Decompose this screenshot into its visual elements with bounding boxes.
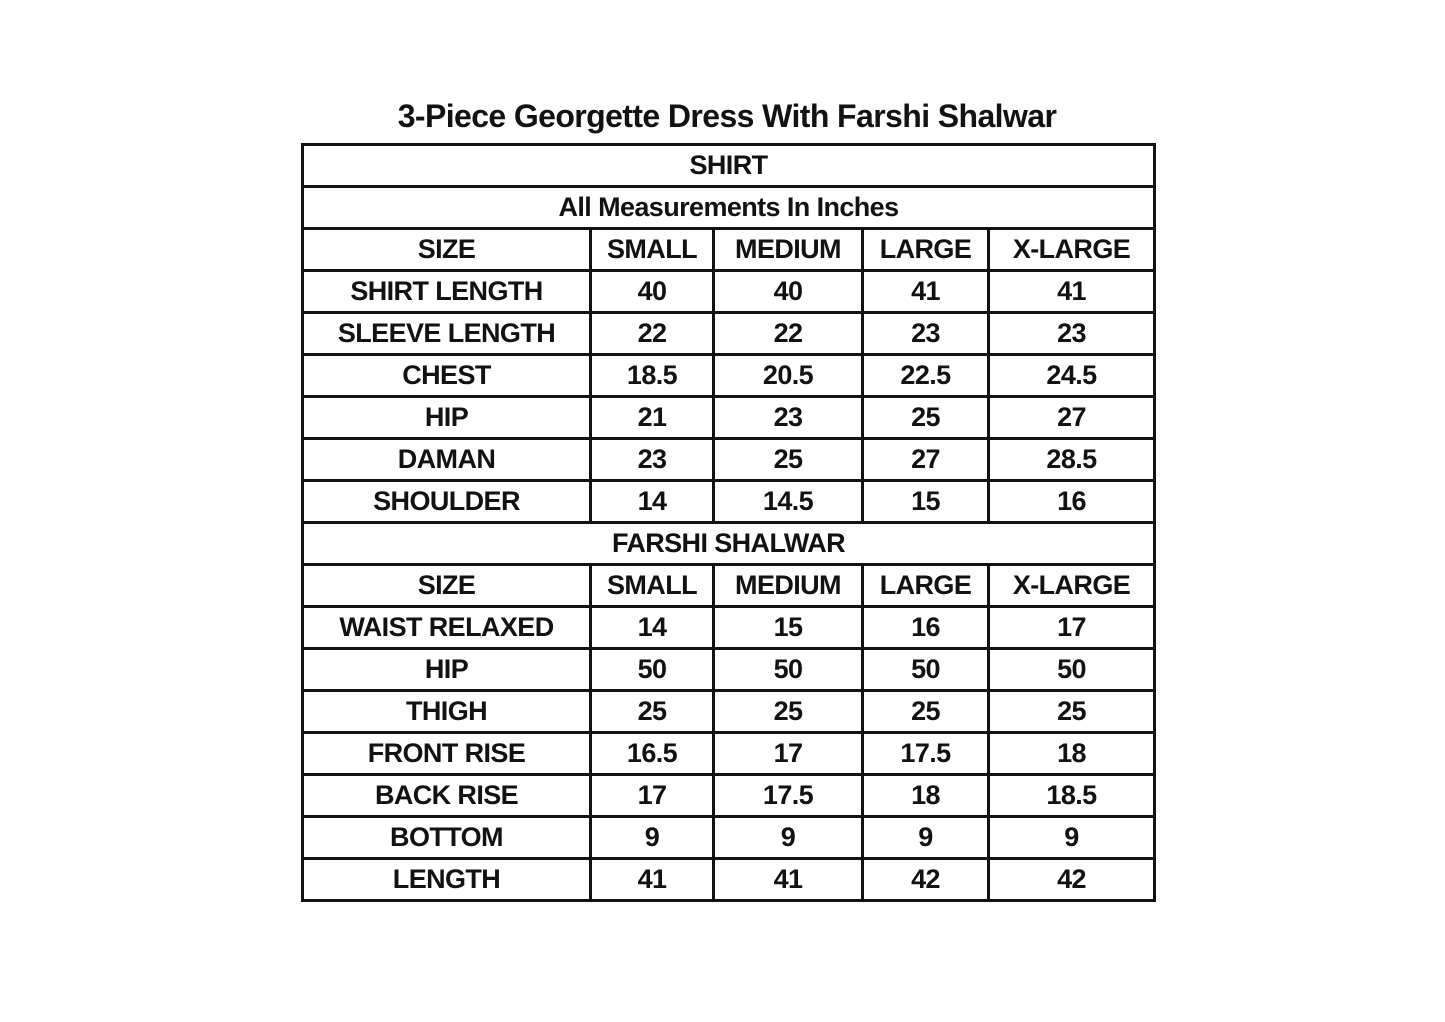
value-cell: 17 <box>714 733 863 775</box>
col-header-small: SMALL <box>591 565 714 607</box>
value-cell: 27 <box>989 397 1155 439</box>
value-cell: 9 <box>591 817 714 859</box>
value-cell: 25 <box>591 691 714 733</box>
row-label: FRONT RISE <box>303 733 591 775</box>
measurement-row-back-rise <box>303 775 1155 817</box>
value-cell: 15 <box>714 607 863 649</box>
value-cell: 17.5 <box>714 775 863 817</box>
value-cell: 41 <box>989 271 1155 313</box>
value-cell: 9 <box>863 817 989 859</box>
value-cell: 23 <box>989 313 1155 355</box>
value-cell: 41 <box>591 859 714 901</box>
value-cell: 50 <box>591 649 714 691</box>
measurement-row-shoulder <box>303 481 1155 523</box>
measurement-row-front-rise <box>303 733 1155 775</box>
value-cell: 16 <box>989 481 1155 523</box>
value-cell: 24.5 <box>989 355 1155 397</box>
measurement-row-length <box>303 859 1155 901</box>
value-cell: 14 <box>591 607 714 649</box>
value-cell: 50 <box>863 649 989 691</box>
size-chart-table <box>301 143 1156 902</box>
col-header-xlarge: X-LARGE <box>989 565 1155 607</box>
value-cell: 25 <box>863 691 989 733</box>
row-label: SHIRT LENGTH <box>303 271 591 313</box>
measurement-row-bottom <box>303 817 1155 859</box>
value-cell: 23 <box>863 313 989 355</box>
size-label-cell: SIZE <box>303 565 591 607</box>
measurement-row-shirt-length <box>303 271 1155 313</box>
shalwar-size-header-row <box>303 565 1155 607</box>
value-cell: 23 <box>591 439 714 481</box>
measurement-row-daman <box>303 439 1155 481</box>
row-label: BACK RISE <box>303 775 591 817</box>
value-cell: 40 <box>714 271 863 313</box>
shalwar-section-header-row <box>303 523 1155 565</box>
value-cell: 22 <box>591 313 714 355</box>
row-label: DAMAN <box>303 439 591 481</box>
row-label: THIGH <box>303 691 591 733</box>
value-cell: 41 <box>863 271 989 313</box>
value-cell: 9 <box>989 817 1155 859</box>
col-header-medium: MEDIUM <box>714 565 863 607</box>
value-cell: 18.5 <box>591 355 714 397</box>
measurement-row-waist-relaxed <box>303 607 1155 649</box>
value-cell: 40 <box>591 271 714 313</box>
value-cell: 18.5 <box>989 775 1155 817</box>
value-cell: 50 <box>714 649 863 691</box>
row-label: SLEEVE LENGTH <box>303 313 591 355</box>
row-label: HIP <box>303 649 591 691</box>
value-cell: 22.5 <box>863 355 989 397</box>
value-cell: 20.5 <box>714 355 863 397</box>
value-cell: 27 <box>863 439 989 481</box>
measurements-note: All Measurements In Inches <box>303 187 1155 229</box>
value-cell: 16.5 <box>591 733 714 775</box>
col-header-medium: MEDIUM <box>714 229 863 271</box>
value-cell: 25 <box>863 397 989 439</box>
measurement-row-sleeve-length <box>303 313 1155 355</box>
value-cell: 14 <box>591 481 714 523</box>
value-cell: 25 <box>989 691 1155 733</box>
value-cell: 17.5 <box>863 733 989 775</box>
shirt-size-header-row <box>303 229 1155 271</box>
value-cell: 42 <box>863 859 989 901</box>
value-cell: 22 <box>714 313 863 355</box>
value-cell: 14.5 <box>714 481 863 523</box>
value-cell: 18 <box>989 733 1155 775</box>
value-cell: 28.5 <box>989 439 1155 481</box>
col-header-small: SMALL <box>591 229 714 271</box>
value-cell: 16 <box>863 607 989 649</box>
size-chart-sheet <box>301 97 1153 902</box>
value-cell: 50 <box>989 649 1155 691</box>
row-label: HIP <box>303 397 591 439</box>
value-cell: 23 <box>714 397 863 439</box>
shirt-section-header: SHIRT <box>303 145 1155 187</box>
value-cell: 15 <box>863 481 989 523</box>
value-cell: 17 <box>591 775 714 817</box>
row-label: CHEST <box>303 355 591 397</box>
shalwar-section-header: FARSHI SHALWAR <box>303 523 1155 565</box>
measurements-note-row <box>303 187 1155 229</box>
value-cell: 17 <box>989 607 1155 649</box>
measurement-row-chest <box>303 355 1155 397</box>
value-cell: 9 <box>714 817 863 859</box>
value-cell: 18 <box>863 775 989 817</box>
value-cell: 25 <box>714 439 863 481</box>
col-header-large: LARGE <box>863 229 989 271</box>
value-cell: 42 <box>989 859 1155 901</box>
col-header-xlarge: X-LARGE <box>989 229 1155 271</box>
size-label-cell: SIZE <box>303 229 591 271</box>
row-label: WAIST RELAXED <box>303 607 591 649</box>
measurement-row-hip <box>303 397 1155 439</box>
page-title: 3-Piece Georgette Dress With Farshi Shalwar <box>397 98 1057 134</box>
col-header-large: LARGE <box>863 565 989 607</box>
row-label: BOTTOM <box>303 817 591 859</box>
value-cell: 25 <box>714 691 863 733</box>
measurement-row-thigh <box>303 691 1155 733</box>
measurement-row-shalwar-hip <box>303 649 1155 691</box>
row-label: SHOULDER <box>303 481 591 523</box>
row-label: LENGTH <box>303 859 591 901</box>
shirt-section-header-row <box>303 145 1155 187</box>
value-cell: 41 <box>714 859 863 901</box>
value-cell: 21 <box>591 397 714 439</box>
